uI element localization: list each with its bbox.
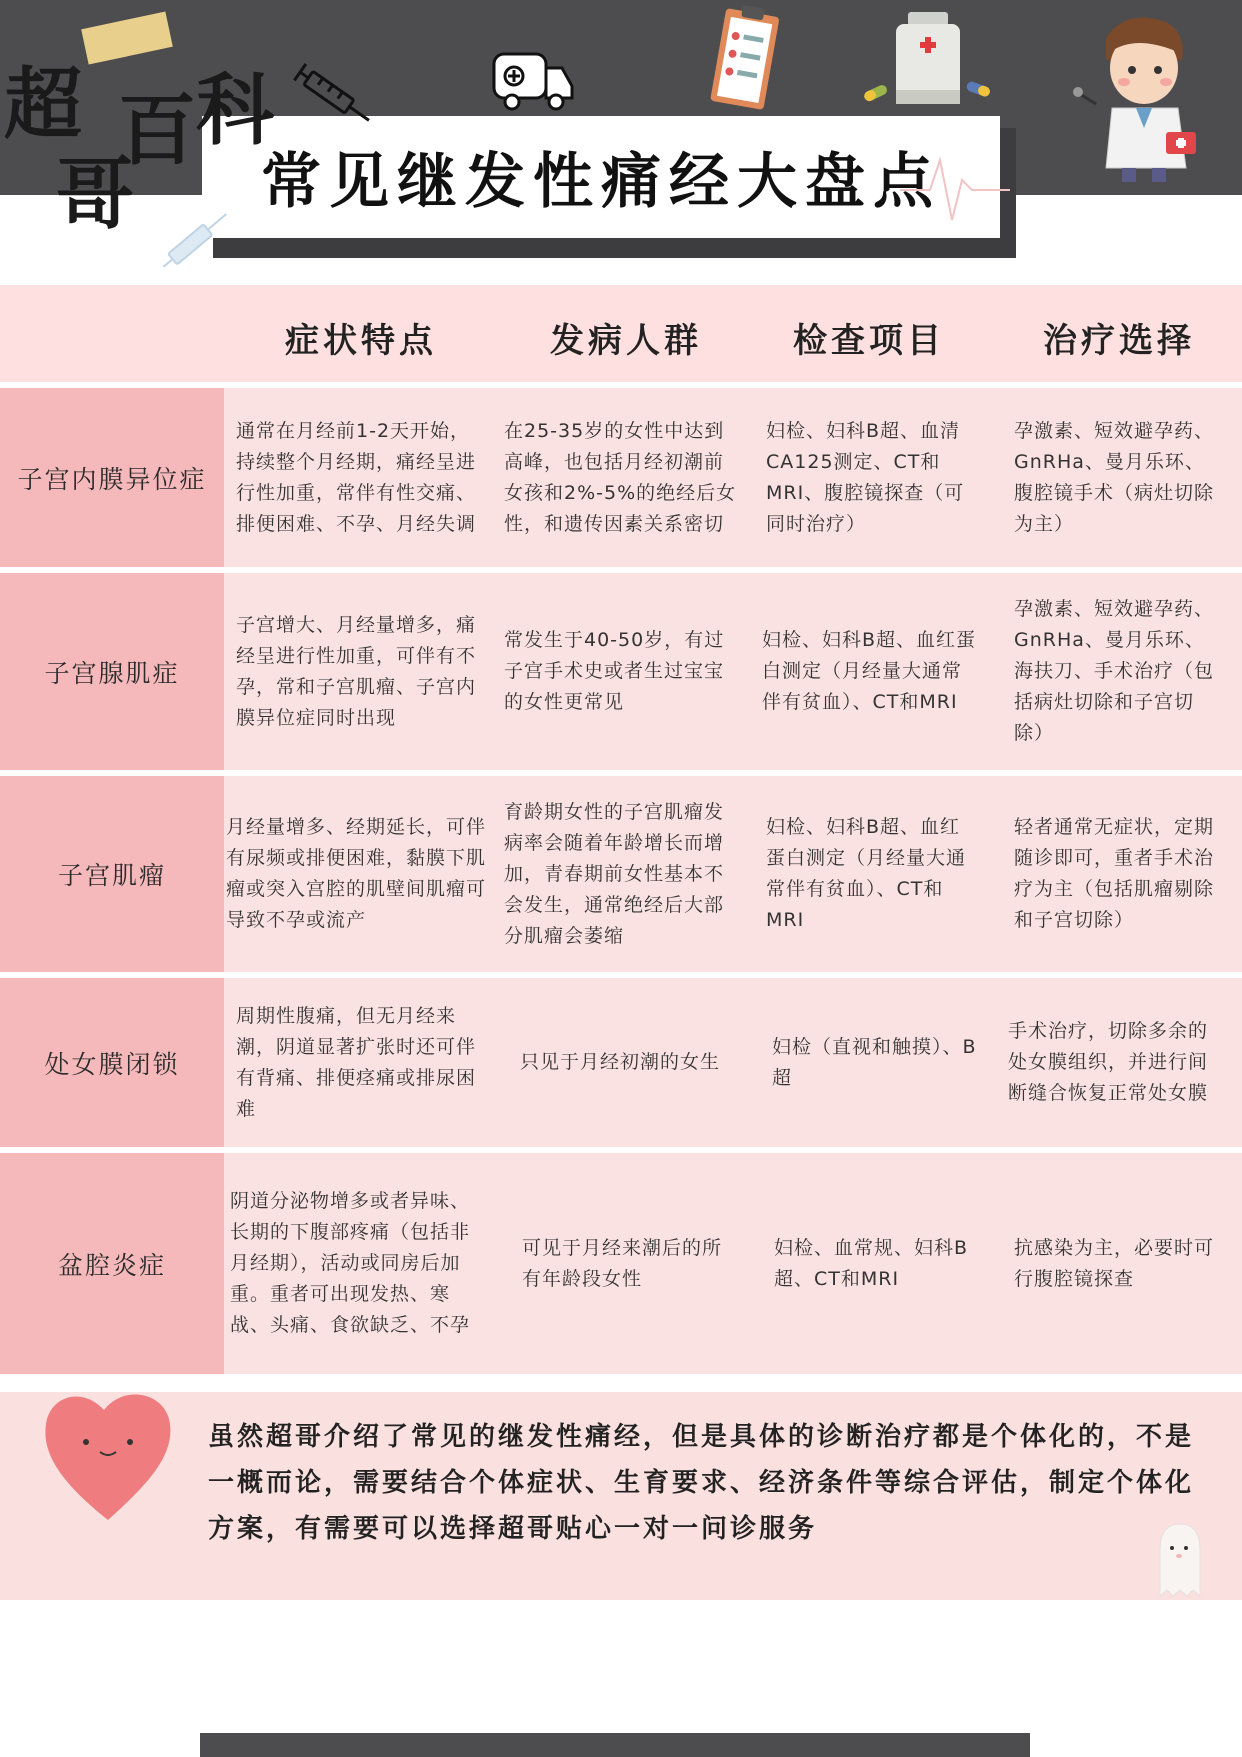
comparison-table — [0, 285, 1242, 1374]
table-row — [0, 776, 1242, 972]
table-row — [0, 388, 1242, 567]
cell-treatment: 轻者通常无症状，定期随诊即可，重者手术治疗为主（包括肌瘤剔除和子宫切除） — [1014, 816, 1215, 931]
cell-treatment: 孕激素、短效避孕药、GnRHa、曼月乐环、腹腔镜手术（病灶切除为主） — [1014, 419, 1215, 535]
header-symptoms: 症状特点 — [285, 321, 437, 361]
cell-treatment: 抗感染为主，必要时可行腹腔镜探查 — [1014, 1236, 1215, 1290]
table-row — [0, 573, 1242, 770]
cell-symptoms: 阴道分泌物增多或者异味、长期的下腹部疼痛（包括非月经期），活动或同房后加重。重者可出现发热、寒战、头痛、食欲缺乏、不孕 — [230, 1190, 471, 1336]
cell-population: 可见于月经来潮后的所有年龄段女性 — [522, 1236, 723, 1290]
row-label: 子宫内膜异位症 — [0, 388, 224, 567]
cell-exams: 妇检、妇科B超、血红蛋白测定（月经量大通常伴有贫血）、CT和MRI — [762, 629, 977, 713]
brand-char-1: 超 — [4, 59, 83, 150]
cell-symptoms: 通常在月经前1-2天开始，持续整个月经期，痛经呈进行性加重，常伴有性交痛、排便困难、不孕、月经失调 — [236, 419, 477, 535]
header-population: 发病人群 — [550, 321, 702, 361]
row-label: 子宫肌瘤 — [0, 776, 224, 972]
header-treatment: 治疗选择 — [1043, 321, 1195, 361]
row-label: 处女膜闭锁 — [0, 978, 224, 1147]
syringe-icon — [292, 58, 382, 138]
heart-icon — [38, 1380, 178, 1530]
note-text: 虽然超哥介绍了常见的继发性痛经，但是具体的诊断治疗都是个体化的，不是一概而论，需要结合个体症状、生育要求、经济条件等综合评估，制定个体化方案，有需要可以选择超哥贴心一对一问诊服务 — [208, 1422, 1195, 1544]
brand-char-3: 科 — [196, 65, 275, 156]
cell-population: 育龄期女性的子宫肌瘤发病率会随着年龄增长而增加，青春期前女性基本不会发生，通常绝经后大部分肌瘤会萎缩 — [504, 800, 725, 947]
cell-symptoms: 月经量增多、经期延长，可伴有尿频或排便困难，黏膜下肌瘤或突入宫腔的肌壁间肌瘤可导致不孕或流产 — [226, 816, 487, 931]
brand-logo — [0, 40, 300, 240]
cell-exams: 妇检、妇科B超、血清CA125测定、CT和MRI、腹腔镜探查（可同时治疗） — [766, 419, 965, 535]
cell-exams: 妇检、血常规、妇科B超、CT和MRI — [774, 1236, 969, 1290]
cell-treatment: 孕激素、短效避孕药、GnRHa、曼月乐环、海扶刀、手术治疗（包括病灶切除和子宫切除） — [1014, 598, 1215, 744]
table-header — [0, 285, 1242, 382]
doctor-icon — [1066, 8, 1216, 188]
cell-population: 在25-35岁的女性中达到高峰，也包括月经初潮前女孩和2%-5%的绝经后女性，和遗传因素关系密切 — [504, 419, 737, 535]
cell-symptoms: 周期性腹痛，但无月经来潮，阴道显著扩张时还可伴有背痛、排便痉痛或排尿困难 — [236, 1004, 477, 1120]
ambulance-icon — [490, 46, 576, 116]
cell-treatment: 手术治疗，切除多余的处女膜组织，并进行间断缝合恢复正常处女膜 — [1008, 1020, 1209, 1104]
closing-note — [0, 1392, 1242, 1600]
cell-exams: 妇检（直视和触摸）、B超 — [772, 1035, 977, 1089]
page-title: 常见继发性痛经大盘点 — [261, 147, 941, 217]
brand-char-4: 哥 — [56, 149, 135, 240]
row-label: 子宫腺肌症 — [0, 573, 224, 770]
brand-char-2: 百 — [118, 85, 197, 176]
medicine-bottle-icon — [858, 8, 998, 108]
row-label: 盆腔炎症 — [0, 1153, 224, 1374]
cell-population: 常发生于40-50岁，有过子宫手术史或者生过宝宝的女性更常见 — [504, 629, 725, 713]
clipboard-icon — [710, 2, 780, 114]
ghost-icon — [1150, 1520, 1210, 1600]
faded-syringe-icon — [152, 200, 242, 280]
heartbeat-line-icon — [900, 130, 1010, 230]
table-row — [0, 978, 1242, 1147]
footer-bar — [200, 1733, 1030, 1757]
cell-exams: 妇检、妇科B超、血红蛋白测定（月经量大通常伴有贫血）、CT和MRI — [766, 816, 967, 931]
cell-symptoms: 子宫增大、月经量增多，痛经呈进行性加重，可伴有不孕，常和子宫肌瘤、子宫内膜异位症同时出现 — [236, 613, 477, 729]
table-row — [0, 1153, 1242, 1374]
header-exams: 检查项目 — [793, 321, 945, 361]
cell-population: 只见于月经初潮的女生 — [520, 1051, 721, 1073]
